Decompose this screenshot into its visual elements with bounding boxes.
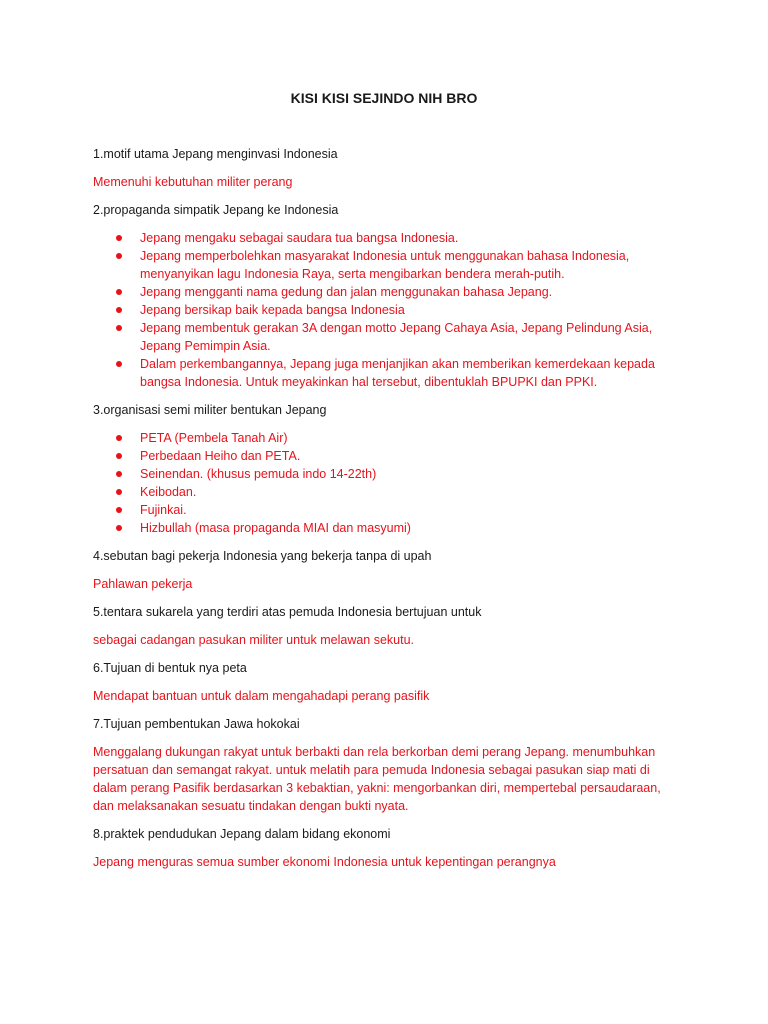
list-item: Dalam perkembangannya, Jepang juga menjanjikan akan memberikan kemerdekaan kepada bangsa Indonesia. Untuk meyakinkan hal tersebut, dibentuklah BPUPKI dan PPKI.	[93, 355, 683, 391]
bullet-icon	[116, 235, 122, 241]
question-4: 4.sebutan bagi pekerja Indonesia yang bekerja tanpa di upah	[93, 549, 432, 563]
answer-7: Menggalang dukungan rakyat untuk berbakti dan rela berkorban demi perang Jepang. menumbuhkan persatuan dan semangat rakyat. untuk melatih para pemuda Indonesia sebagai pasukan siap mati di dalam perang Pasifik berdasarkan 3 kebaktian, yakni: mengorbankan diri, mempertebal persaudaraan, dan melaksanakan sesuatu tindakan dengan bukti nyata.	[93, 745, 661, 813]
answer-1: Memenuhi kebutuhan militer perang	[93, 175, 293, 189]
answer-5: sebagai cadangan pasukan militer untuk melawan sekutu.	[93, 633, 415, 647]
list-item: Jepang bersikap baik kepada bangsa Indonesia	[93, 301, 683, 319]
bullet-icon	[116, 361, 122, 367]
list-item: PETA (Pembela Tanah Air)	[93, 429, 683, 447]
answer-3-list	[93, 429, 683, 537]
answer-4: Pahlawan pekerja	[93, 577, 193, 591]
bullet-icon	[116, 435, 122, 441]
bullet-icon	[116, 253, 122, 259]
bullet-icon	[116, 525, 122, 531]
question-8: 8.praktek pendudukan Jepang dalam bidang ekonomi	[93, 827, 391, 841]
question-5: 5.tentara sukarela yang terdiri atas pemuda Indonesia bertujuan untuk	[93, 605, 482, 619]
list-item: Perbedaan Heiho dan PETA.	[93, 447, 683, 465]
document-body	[93, 145, 683, 881]
question-3: 3.organisasi semi militer bentukan Jepang	[93, 403, 327, 417]
list-item: Fujinkai.	[93, 501, 683, 519]
list-item: Hizbullah (masa propaganda MIAI dan masyumi)	[93, 519, 683, 537]
document-title: KISI KISI SEJINDO NIH BRO	[290, 90, 478, 106]
list-item: Jepang mengaku sebagai saudara tua bangsa Indonesia.	[93, 229, 683, 247]
bullet-icon	[116, 453, 122, 459]
question-7: 7.Tujuan pembentukan Jawa hokokai	[93, 717, 300, 731]
question-1: 1.motif utama Jepang menginvasi Indonesia	[93, 147, 338, 161]
bullet-icon	[116, 471, 122, 477]
bullet-icon	[116, 289, 122, 295]
answer-6: Mendapat bantuan untuk dalam mengahadapi perang pasifik	[93, 689, 430, 703]
list-item: Jepang membentuk gerakan 3A dengan motto Jepang Cahaya Asia, Jepang Pelindung Asia, Jepang Pemimpin Asia.	[93, 319, 683, 355]
question-2: 2.propaganda simpatik Jepang ke Indonesia	[93, 203, 339, 217]
list-item: Keibodan.	[93, 483, 683, 501]
bullet-icon	[116, 307, 122, 313]
list-item: Jepang mengganti nama gedung dan jalan menggunakan bahasa Jepang.	[93, 283, 683, 301]
answer-8: Jepang menguras semua sumber ekonomi Indonesia untuk kepentingan perangnya	[93, 855, 556, 869]
bullet-icon	[116, 489, 122, 495]
list-item: Seinendan. (khusus pemuda indo 14-22th)	[93, 465, 683, 483]
list-item: Jepang memperbolehkan masyarakat Indonesia untuk menggunakan bahasa Indonesia, menyanyikan lagu Indonesia Raya, serta mengibarkan bendera merah-putih.	[93, 247, 683, 283]
bullet-icon	[116, 507, 122, 513]
bullet-icon	[116, 325, 122, 331]
answer-2-list	[93, 229, 683, 391]
question-6: 6.Tujuan di bentuk nya peta	[93, 661, 247, 675]
